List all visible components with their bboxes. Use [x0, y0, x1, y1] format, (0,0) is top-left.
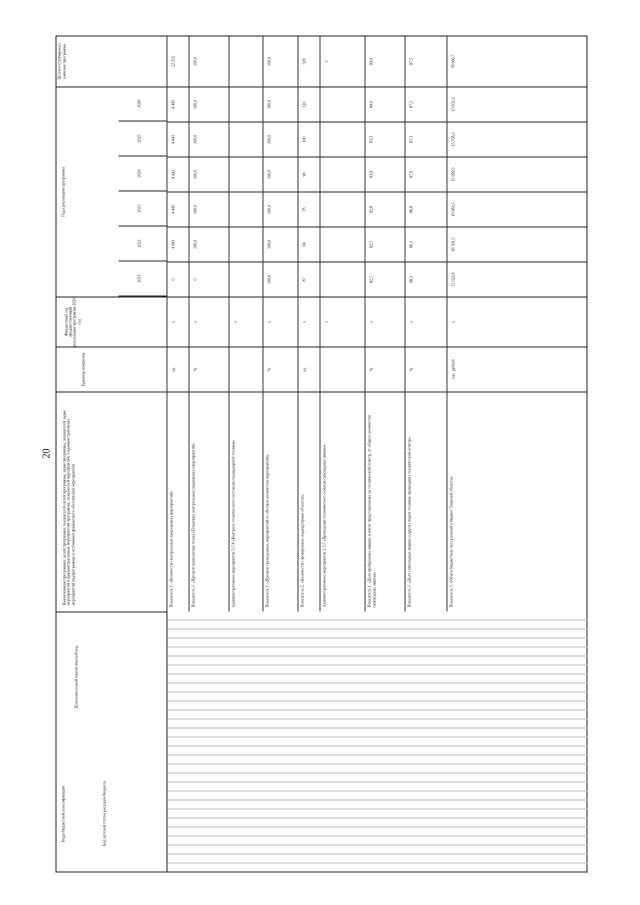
row-base: x — [167, 296, 188, 346]
row-value: 13 322,8 — [447, 261, 586, 296]
row-name: Показатель 2. «Количество проверенных поднадзорных объектов» — [298, 391, 319, 611]
row-value: 87,3 — [405, 121, 446, 156]
row-unit — [229, 346, 262, 391]
row-base: x — [189, 296, 228, 346]
row-final: x — [323, 60, 328, 62]
table-row — [188, 36, 228, 611]
row-value: 100,0 — [263, 156, 297, 191]
year-2024: 2024 — [118, 156, 166, 191]
row-unit: % — [405, 346, 446, 391]
row-value: 87,0 — [405, 156, 446, 191]
row-value: 0 — [189, 261, 228, 296]
row-value: 100,0 — [189, 121, 228, 156]
year-2025: 2025 — [118, 121, 166, 156]
row-value — [229, 191, 262, 226]
row-value — [320, 226, 364, 261]
row-value: 4 443 — [167, 226, 188, 261]
program-names-header: Наименование программы, целей программы, показателей целей программы, задач программы, показателей задач, мероприятий и административных мероприятий программы, показателей мероприятий, и административных мероприятий подпрограммы и источников финансового обеспечения мероприятий — [56, 391, 166, 611]
row-value: 4 443 — [167, 121, 188, 156]
table-row — [262, 36, 297, 611]
row-name: Административное мероприятие 2.5.5 «Проведение технического осмотра самоходных машин» — [320, 391, 364, 611]
row-value: 87 — [298, 261, 319, 296]
row-name: Показатель 1. «Количество контрольных (надзорных) мероприятий» — [167, 391, 188, 611]
row-value: 82,7 — [365, 261, 404, 296]
document-code-title: Дополнительный аналитический код — [73, 645, 78, 708]
row-value: 4 443 — [167, 191, 188, 226]
table-row — [364, 36, 404, 611]
budget-code-title: Код целевой статьи расходов бюджета — [101, 780, 106, 846]
row-value: 82,8 — [365, 191, 404, 226]
row-final: 529 — [301, 58, 306, 64]
row-name: Показатель 3. «Объем бюджетных поступлений в бюджет Тверской области» — [447, 391, 586, 611]
row-value — [320, 191, 364, 226]
row-unit — [320, 346, 364, 391]
row-final: 84,0 — [368, 57, 373, 65]
row-value — [320, 121, 364, 156]
row-value — [229, 156, 262, 191]
row-base: x — [405, 296, 446, 346]
row-value: 86,3 — [405, 261, 446, 296]
row-value: 83,4 — [365, 156, 404, 191]
table-row — [404, 36, 446, 611]
row-value: 96 — [298, 156, 319, 191]
years-title: Годы реализации программы — [60, 166, 65, 217]
row-value: 100,0 — [189, 86, 228, 121]
row-base: x — [365, 296, 404, 346]
row-final: 87,5 — [408, 57, 413, 65]
table-row — [297, 36, 319, 611]
row-base: x — [447, 296, 586, 346]
years-header — [56, 86, 166, 296]
row-final — [229, 36, 262, 86]
row-value: 86,8 — [405, 191, 446, 226]
row-value: 15 999,5 — [447, 156, 586, 191]
row-unit: тыс. рублей — [447, 346, 586, 391]
row-value: 100,0 — [263, 121, 297, 156]
final-value-header: Целевое (суммарное) значение программы — [56, 42, 66, 80]
base-year-header: Финансовый год предшествующий реализации программы 2020 год — [56, 296, 166, 346]
row-name: Показатель 2. «Процент выполнения плана «Плановых контрольных (надзорных) мероприятий» — [189, 391, 228, 611]
row-value: 100 — [298, 121, 319, 156]
row-value: 16 591,5 — [447, 226, 586, 261]
row-value: 16 983,5 — [447, 191, 586, 226]
row-value: 100,0 — [263, 261, 297, 296]
row-value: 15 653,3 — [447, 86, 586, 121]
row-name: Показатель 2. «Доля самоходных машин и других видов техники, прошедших технический осмотр» — [405, 391, 446, 611]
row-base: x — [298, 296, 319, 346]
row-unit: ед. — [167, 346, 188, 391]
year-2023: 2023 — [118, 191, 166, 226]
unit-header: Единица измерения — [56, 346, 166, 391]
row-final: 100,0 — [266, 56, 271, 66]
row-value: 4 445 — [167, 86, 188, 121]
row-value: 82,5 — [365, 226, 404, 261]
code-grid — [166, 611, 587, 871]
table-row — [319, 36, 364, 611]
row-final: 100,0 — [192, 56, 197, 66]
table-row — [446, 36, 586, 611]
row-value: 100,0 — [189, 226, 228, 261]
row-base: x — [263, 296, 297, 346]
row-value: 4 443 — [167, 156, 188, 191]
row-base: x — [229, 296, 262, 346]
row-unit: % — [263, 346, 297, 391]
row-final: 22 215 — [170, 55, 175, 67]
row-value — [320, 261, 364, 296]
row-final: 78 966,7 — [450, 54, 455, 68]
row-value: 0 — [167, 261, 188, 296]
table-row — [228, 36, 262, 611]
row-value: 110 — [298, 86, 319, 121]
page-number: 20 — [41, 448, 53, 459]
row-value: 84 — [298, 226, 319, 261]
row-value: 100,0 — [189, 191, 228, 226]
codes-title: Коды бюджетной классификации — [60, 785, 65, 842]
row-value — [320, 86, 364, 121]
row-value — [229, 261, 262, 296]
row-value: 83,5 — [365, 121, 404, 156]
row-value: 100,0 — [263, 191, 297, 226]
row-value: 100,0 — [263, 226, 297, 261]
row-value: 100,0 — [263, 86, 297, 121]
row-unit: % — [189, 346, 228, 391]
row-value — [229, 226, 262, 261]
table-row — [166, 36, 188, 611]
row-value: 15 758,3 — [447, 121, 586, 156]
row-name: Показатель 1. «Процент проведенных мероприятий от объёмов количества мероприятий» — [263, 391, 297, 611]
year-2021: 2021 — [118, 261, 166, 296]
row-name: Показатель 1. «Доля пройденных машин, в числе представленных на технический осмотр, от общего количества самоходных машин» — [365, 391, 404, 611]
row-value: 78 — [298, 191, 319, 226]
year-2026: 2026 — [118, 86, 166, 121]
row-value: 100,0 — [189, 156, 228, 191]
codes-header — [56, 611, 166, 871]
row-value: 84,0 — [365, 86, 404, 121]
row-value — [320, 156, 364, 191]
row-base: x — [320, 296, 364, 346]
row-unit: ед. — [298, 346, 319, 391]
year-2022: 2022 — [118, 226, 166, 261]
rotated-program-table — [55, 35, 587, 872]
row-value: 87,5 — [405, 86, 446, 121]
row-unit: % — [365, 346, 404, 391]
row-value: 86,5 — [405, 226, 446, 261]
row-value — [229, 121, 262, 156]
row-value — [229, 86, 262, 121]
row-name: Административное мероприятие 2.5.4 «Контроль технического состояния поднадзорной техники» — [229, 391, 262, 611]
